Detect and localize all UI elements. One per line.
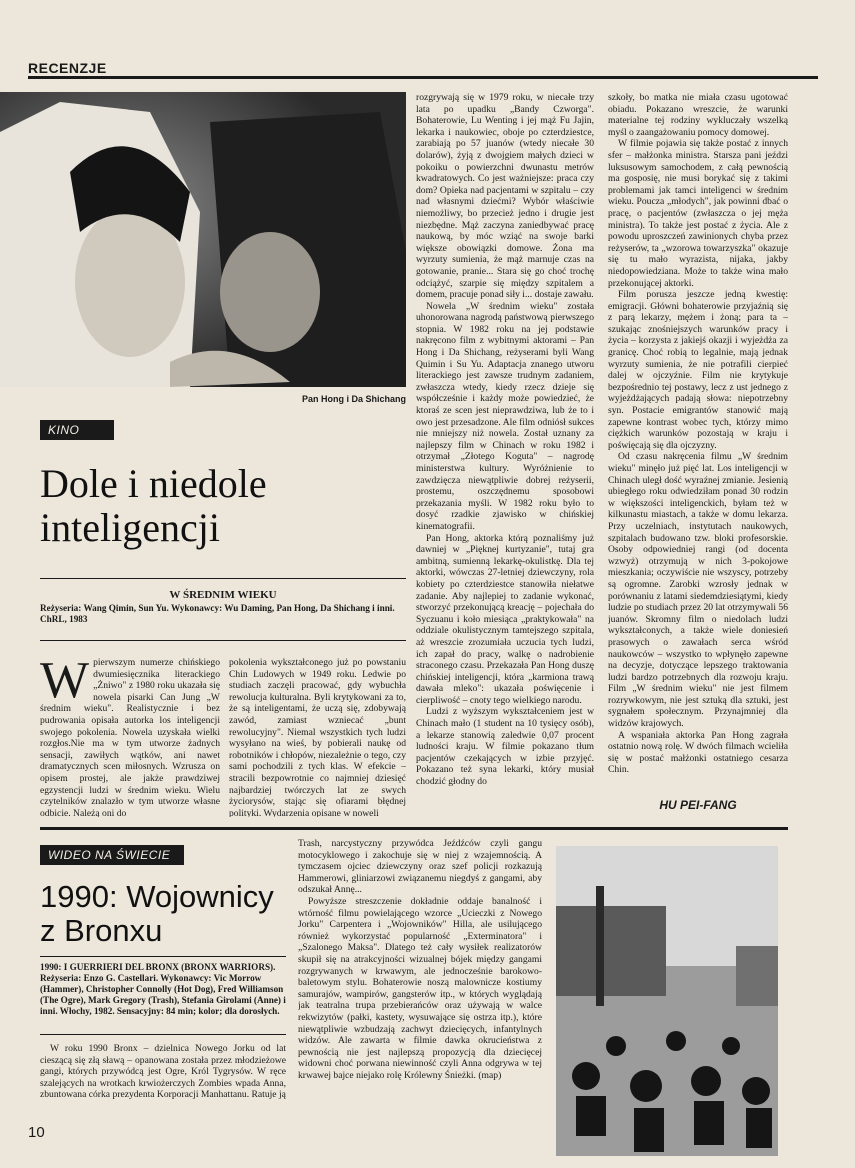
article-author: HU PEI-FANG: [659, 798, 737, 812]
video-article-title: 1990: Wojownicy z Bronxu: [40, 879, 274, 948]
kino-column-3: [416, 92, 594, 818]
wideo-col2-paragraph: Trash, narcystyczny przywódca Jeźdźców czyli gangu motocyklowego i zakochuje się w niej z wzajemnością. A tymczasem ojciec dziewczyny oraz szef policji rozkazują Hammerowi, gliniarzowi związanemu niegdyś z gangami, aby odszukał Annę...: [298, 838, 542, 896]
film-title: W ŚREDNIM WIEKU: [169, 589, 277, 601]
kino-col3-paragraph: Ludzi z wyższym wykształceniem jest w Chinach mało (1 student na 10 tysięcy osób), a lekarze stanowią zaledwie 0,07 procent ludności kraju. W filmie pokazano tłum pacjentów czekających w izbie przyjęć. Pokazano też syna lekarki, który musiał chodzić głodny do: [416, 706, 594, 788]
credits-rule: [40, 640, 406, 641]
article-title: Dole i niedole inteligencji: [40, 461, 267, 550]
kino-col4-paragraph: A wspaniała aktorka Pan Hong zagrała ostatnio nową rolę. W dwóch filmach wcieliła się w postać małżonki ostatniego cesarza Chin.: [608, 729, 788, 776]
motorcycle-gang-image: [556, 846, 778, 1156]
section-header: RECENZJE: [28, 60, 107, 76]
wideo-column-1: [40, 1043, 286, 1115]
section-tag-wideo: WIDEO NA ŚWIECIE: [40, 845, 184, 865]
film-still-photo: [0, 92, 406, 387]
kino-column-4: [608, 92, 788, 778]
drop-cap: W: [40, 657, 90, 709]
video-credits: 1990: I GUERRIERI DEL BRONX (BRONX WARRIORS). Reżyseria: Enzo G. Castellari. Wykonawcy: Vic Morrow (Hammer), Christopher Connolly (Hot Dog), Fred Williamson (The Ogre), Mark Gregory (Trash), Stefania Girolami (Anne) i inni. Włochy, 1982. Sensacyjny: 84 min; kolor; dla dorosłych.: [40, 962, 286, 1016]
wideo-column-2: [298, 838, 542, 1128]
photo-caption: Pan Hong i Da Shichang: [301, 394, 406, 404]
kino-col2-text: pokolenia wykształconego już po powstaniu Chin Ludowych w 1949 roku. Ledwie po studiach zaczęli pracować, gdy wybuchła rewolucja kulturalna. Byli krytykowani za to, że są inteligentami, że uczą się, zdobywają zawód, zamiast wzniecać „bunt rewolucyjny". Niemal wszystkich tych ludzi wysyłano na wieś, by pobierali naukę od robotników i chłopów, niezależnie o tego, czy sami pochodzili z tych klas. W efekcie – stracili bezpowrotnie co najmniej dziesięć najbardziej twórczych lat ze swych życiorysów, stając się ofiarami błędnej polityki. Wydarzenia opisane w noweli: [229, 657, 406, 817]
film-still-image: [0, 92, 406, 387]
video-credits-rule: [40, 1034, 286, 1035]
page-number: 10: [28, 1124, 45, 1141]
kino-col4-paragraph: Film porusza jeszcze jedną kwestię: emigracji. Główni bohaterowie przyjaźnią się z parą lekarzy, mężem i żoną; para ta – szukając znośniejszych warunków pracy i życia – korzysta z jakiejś okazji i wyjeżdża za granicę. Choć robią to legalnie, mają jednak wyrzuty sumienia, że nie potrafili cierpieć dalej w ojczyźnie. Film nie krytykuje bezpośrednio tej postawy, lecz z ust jednego z wyjeżdżających padają słowa: niepotrzebny syn. Postacie emigrantów stanowić mają zapewne kontrast wobec tych, którzy mimo ciężkich warunków pozostają w kraju i poświęcają się dla ojczyzny.: [608, 289, 788, 451]
film-credits: Reżyseria: Wang Qimin, Sun Yu. Wykonawcy: Wu Daming, Pan Hong, Da Shichang i inni. ChRL, 1983: [40, 603, 395, 624]
bronx-warriors-photo: [556, 846, 778, 1156]
kino-column-1: [40, 657, 220, 817]
header-rule: [28, 76, 818, 79]
video-title-rule: [40, 956, 286, 957]
kino-col4-paragraph: Od czasu nakręcenia filmu „W średnim wieku" minęło już pięć lat. Los inteligencji w Chinach uległ dość wyraźnej zmianie. Jesienią ubiegłego roku odwiedziłam ponad 30 rodzin w większości inteligenckich, byłam też w kilkunastu miastach, a także w domu lekarza. Przy uczelniach, instytutach naukowych, szpitalach budowano tzw. bloki profesorskie. Osoby odpowiedniej rangi (od docenta wzwyż) otrzymują w nich 3-pokojowe mieszkania; oczywiście nie wszyscy, potrzeby są ogromne. Zarobki wzrosły jednak w porównaniu z latami siedemdziesiątymi, kiedy ludzie po studiach przez 20 lat otrzymywali 56 juanów. Skromny film o niedolach ludzi wykształconych, a także wiele doniesień prasowych o zawałach serca wśród naukowców – wszystko to wpłynęło zapewne na decyzje, dotyczące lepszego traktowania ludzi bardzo potrzebnych dla rozwoju kraju. Film „W średnim wieku" nie jest filmem rozrywkowym, nie jest sztuką dla sztuki, jest sygnałem społecznym. Przynajmniej dla widzów krajowych.: [608, 451, 788, 730]
kino-col4-paragraph: W filmie pojawia się także postać z innych sfer – małżonka ministra. Starsza pani jeździ luksusowym samochodem, z całą pewnością ma gosposię, nie musi borykać się z takimi problemami jak tamci inteligenci w średnim wieku. Poucza „młodych", jak powinni dbać o pracę, o pacjentów (zwłaszcza o jej męża ministra). To także jest postać z życia. Ale z powodu uproszczeń zawinionych chyba przez reżyserów, ta „wzorowa towarzyszka" okazuje się tu mało wyrazista, nijaka, jakby niedopowiedziana. Może to także wina mało przekonującej aktorki.: [608, 138, 788, 289]
kino-col3-paragraph: rozgrywają się w 1979 roku, w niecałe trzy lata po upadku „Bandy Czworga". Bohaterowie, Lu Wenting i jej mąż Fu Jajin, lekarka i naukowiec, oboje po czterdziestce, zarabiają po 57 juanów (wtedy niecałe 30 dolarów), żyją z dwojgiem małych dzieci w pokoiku o powierzchni dwunastu metrów kwadratowych. Co jest ważniejsze: praca czy dom? Opieka nad pacjentami w szpitalu – czy nad własnymi dziećmi? Wybór właściwie niemożliwy, bo przecież jedno i drugie jest niezbędne. Mąż zaczyna zaniedbywać pracę naukową, by móc wziąć na swoje barki większe obowiązki domowe. Żona ma wyrzuty sumienia, że mąż marnuje czas na gotowanie, pranie... Stara się go choć trochę odciążyć, szarpie się między szpitalem a domem, pracuje ponad siły i... dostaje zawału.: [416, 92, 594, 301]
section-tag-kino: KINO: [40, 420, 114, 440]
kino-col4-paragraph: szkoły, bo matka nie miała czasu ugotować obiadu. Pokazano wreszcie, że warunki materialne tej rodziny wykluczały wszelką myśl o zaangażowaniu pomocy domowej.: [608, 92, 788, 138]
kino-column-2: [229, 657, 406, 817]
title-underline: [40, 578, 406, 579]
kino-col3-paragraph: Nowela „W średnim wieku" została uhonorowana nagrodą państwową pierwszego stopnia. W 1982 roku na jej podstawie nakręcono film z wybitnymi aktorami – Pan Hong i Da Shichang, reżyserami byli Wang Quimin i Su Yu. Adaptacja znanego utworu literackiego jest zawsze trudnym zadaniem, zwłaszcza wtedy, kiedy rzecz dzieje się współcześnie i każdy może powiedzieć, że ktoraś ze scen jest nieprawdziwa, lub że to i owo jest przesadzone. Ale film odniósł sukces nie mniejszy niż nowela. Został uznany za najlepszy film w Chinach w roku 1982 i otrzymał „Złotego Koguta" – nagrodę ministerstwa kultury. Wyróżnienie to zawdzięcza niewątpliwie dobrej reżyserii, prostemu, oszczędnemu sposobowi przekazania myśli. W 1982 roku było to dosyć rzadkie zjawisko w chińskiej kinematografii.: [416, 300, 594, 532]
wideo-col1-text: W roku 1990 Bronx – dzielnica Nowego Jorku od lat cieszącą się złą sławą – opanowana została przez młodzieżowe gangi, których przywódcą jest Ogre, Król Tygrysów. W ręce szalejących na wrotkach krwiożerczych Zombies wpada Anna, zbuntowana córka prezydenta Korporacji Manhattanu. Ratuje ją: [40, 1043, 286, 1101]
kino-intro-text: pierwszym numerze chińskiego dwumiesięcznika literackiego „Żniwo" z 1980 roku ukazała się nowela pisarki Can Jung „W średnim wieku". Realistycznie i bez pudrowania opisała autorka los inteligencji swojego pokolenia. Nowela uzyskała wielki rozgłos.Nie ma w tym utworze żadnych sensacji, zawiłych wątków, ani nawet dramatycznych scen miłosnych. Wzrusza on opisem prostej, ale jakże prawdziwej egzystencji ludzi w średnim wieku. Wielu czytelników znalazło w tym utworze własne odbicie. Należą oni do: [40, 657, 220, 817]
kino-col3-paragraph: Pan Hong, aktorka którą poznaliśmy już dawniej w „Pięknej kurtyzanie", tutaj gra ambitną, sumienną lekarkę-okulistkę. Dla tej aktorki, wówczas 27-letniej dziewczyny, rola kobiety po czterdziestce stanowiła niełatwe zadanie. Aby najlepiej to zadanie wykonać, stworzyć przekonującą kreację – pojechała do Syczuanu i koło miesiąca „praktykowała" na oddziale okulistycznym tamtejszego szpitala, aż wreszcie zrozumiała uczucia tych ludzi, ich zapał do pracy, walkę o nadrobienie straconego czasu. Przekazała Pan Hong duszę chińskiej inteligencji, która „karmiona trawą dawała mleko": ukazała poświęcenie i cierpliwość – cnoty tego wielkiego narodu.: [416, 532, 594, 706]
section-divider: [40, 827, 788, 830]
wideo-col2-paragraph: Powyższe streszczenie dokładnie oddaje banalność i wtórność filmu powielającego wzorce „Ucieczki z Nowego Jorku" Carpentera i „Wojowników" Hilla, ale usilującego również wykorzystać popularność „Exterminatora" i „Szalonego Maksa". Dlatego też cały wysiłek realizatorów skupił się na atrakcyjności wizualnej bójek między gangami rozgrywanych w krwawym, ale jednocześnie barokowo-baletowym stylu. Bohaterowie noszą malownicze kostiumy samurajów, wampirów, gangsterów itp., w których wyglądają jak teatralna trupa przebierańców oraz używają w walce rekwizytów (pałki, kastety, wysuwające się ostrza itp.), które niewątpliwie wzbudzają zachwyt dziecięcych, infantylnych widzów. Ale zawarta w filmie dawka okrucieństwa z pewnością nie jest najlepszą propozycją dla dziecięcej widowni choć porwana niewinność czyli Anna odgrywa w tej krwawej bajce niejako rolę Królewny Śnieżki. (map): [298, 895, 542, 1081]
